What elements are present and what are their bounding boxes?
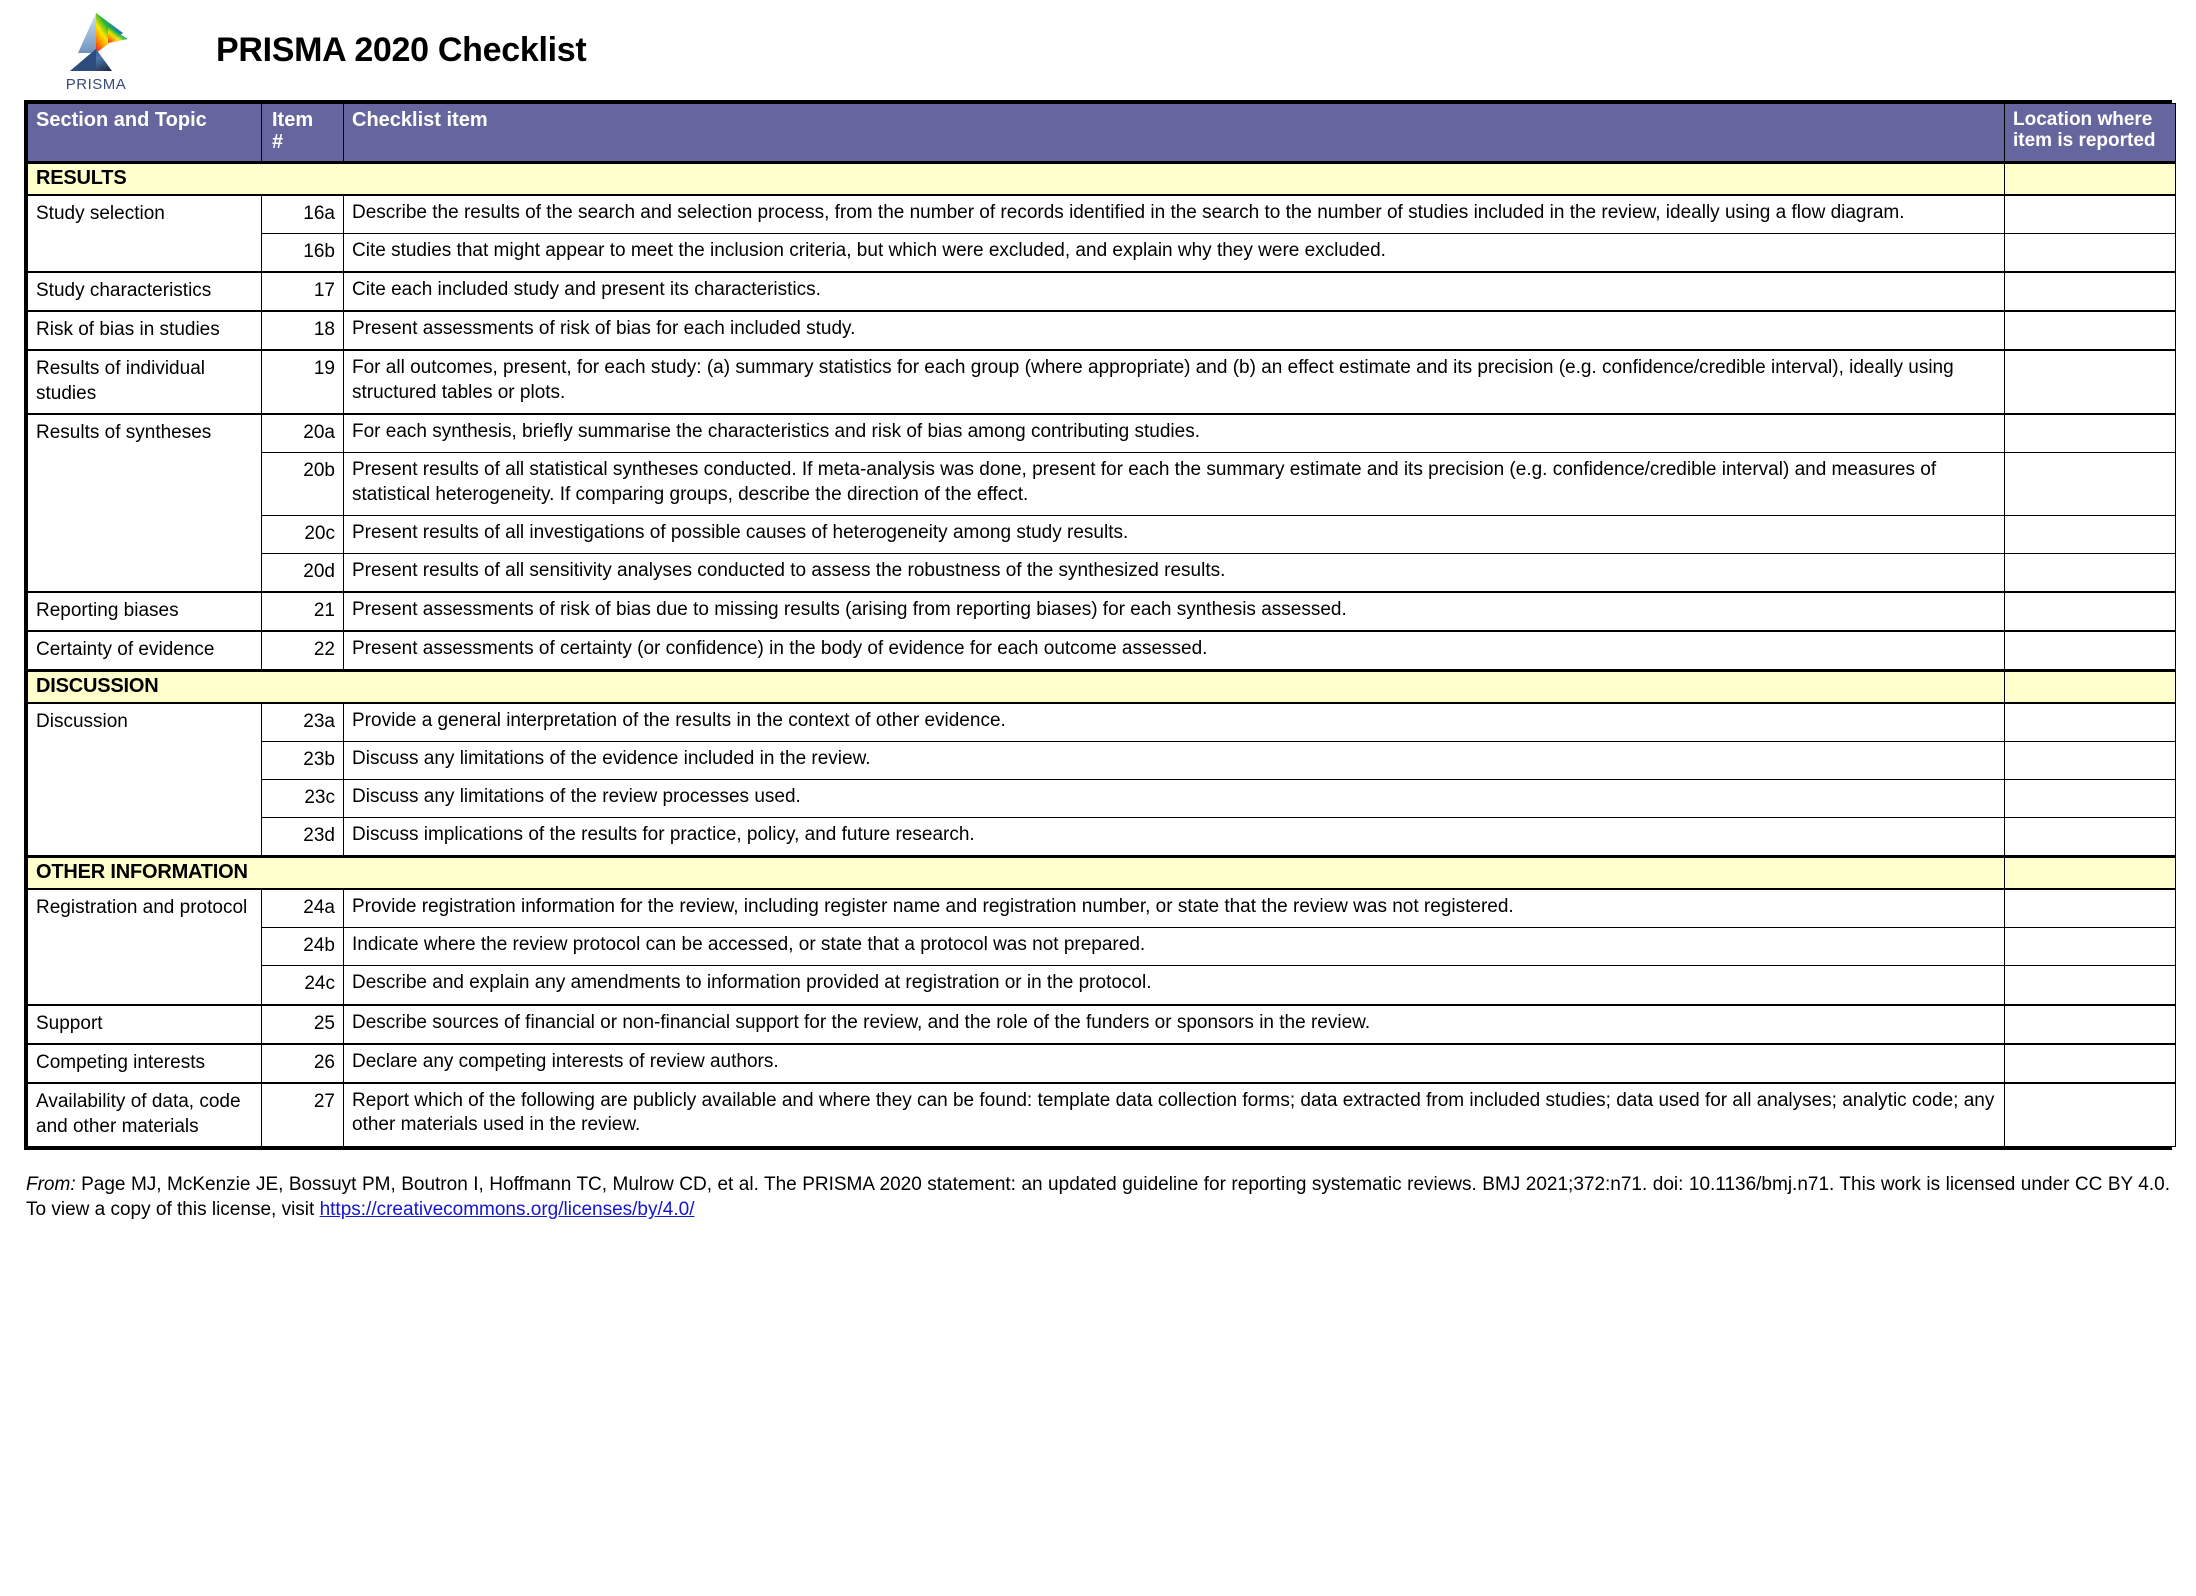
section-topic-cell: Study selection <box>28 195 262 272</box>
item-number-cell: 16a <box>262 195 344 234</box>
location-reported-cell[interactable] <box>2005 350 2176 414</box>
location-reported-cell[interactable] <box>2005 233 2176 272</box>
section-header-label: OTHER INFORMATION <box>28 857 2005 890</box>
prisma-logo <box>56 9 136 95</box>
section-topic-cell: Competing interests <box>28 1044 262 1083</box>
table-row <box>28 311 2176 350</box>
table-row <box>28 1083 2176 1147</box>
checklist-item-text-cell: Declare any competing interests of review authors. <box>344 1044 2005 1083</box>
checklist-item-text-cell: Describe and explain any amendments to information provided at registration or in the protocol. <box>344 966 2005 1005</box>
table-row <box>28 592 2176 631</box>
cc-license-link[interactable]: https://creativecommons.org/licenses/by/4.0/ <box>319 1199 695 1221</box>
section-topic-cell: Reporting biases <box>28 592 262 631</box>
table-row <box>28 703 2176 742</box>
item-number-cell: 20a <box>262 414 344 453</box>
location-reported-cell[interactable] <box>2005 453 2176 515</box>
table-row <box>28 818 2176 857</box>
item-number-cell: 20d <box>262 553 344 592</box>
location-reported-cell[interactable] <box>2005 818 2176 857</box>
checklist-item-text-cell: Discuss any limitations of the evidence included in the review. <box>344 742 2005 780</box>
column-header-item-line1: Item <box>272 109 314 131</box>
table-row <box>28 272 2176 311</box>
item-number-cell: 20b <box>262 453 344 515</box>
checklist-item-text-cell: Present results of all sensitivity analyses conducted to assess the robustness of the synthesized results. <box>344 553 2005 592</box>
column-header-item-line2: # <box>272 131 284 154</box>
checklist-item-text-cell: Present results of all investigations of possible causes of heterogeneity among study results. <box>344 515 2005 553</box>
item-number-cell: 23a <box>262 703 344 742</box>
location-reported-cell[interactable] <box>2005 1005 2176 1044</box>
item-number-cell: 16b <box>262 233 344 272</box>
table-header-row <box>28 104 2176 163</box>
checklist-item-text-cell: Provide a general interpretation of the results in the context of other evidence. <box>344 703 2005 742</box>
item-number-cell: 21 <box>262 592 344 631</box>
checklist-item-text-cell: Cite studies that might appear to meet the inclusion criteria, but which were excluded, and explain why they were excluded. <box>344 233 2005 272</box>
section-header-label: DISCUSSION <box>28 671 2005 704</box>
location-reported-cell[interactable] <box>2005 195 2176 234</box>
checklist-table-container <box>24 100 2172 1150</box>
item-number-cell: 26 <box>262 1044 344 1083</box>
location-reported-cell[interactable] <box>2005 515 2176 553</box>
section-header-location-cell[interactable] <box>2005 671 2176 704</box>
location-reported-cell[interactable] <box>2005 780 2176 818</box>
checklist-item-text-cell: Present assessments of risk of bias due to missing results (arising from reporting biases) for each synthesis assessed. <box>344 592 2005 631</box>
prisma-logo-label: PRISMA <box>65 76 127 93</box>
location-reported-cell[interactable] <box>2005 1083 2176 1147</box>
prisma-prism-icon <box>56 9 136 79</box>
checklist-item-text-cell: Present assessments of certainty (or confidence) in the body of evidence for each outcome assessed. <box>344 631 2005 671</box>
table-row <box>28 889 2176 928</box>
table-row <box>28 966 2176 1005</box>
table-row <box>28 780 2176 818</box>
checklist-item-text-cell: Describe sources of financial or non-financial support for the review, and the role of the funders or sponsors in the review. <box>344 1005 2005 1044</box>
location-reported-cell[interactable] <box>2005 742 2176 780</box>
table-head <box>28 104 2176 163</box>
checklist-item-text-cell: Present results of all statistical syntheses conducted. If meta-analysis was done, present for each the summary estimate and its precision (e.g. confidence/credible interval) and measures of statistical heterogeneity. If comparing groups, describe the direction of the effect. <box>344 453 2005 515</box>
table-body <box>28 162 2176 1146</box>
section-topic-cell: Availability of data, code and other materials <box>28 1083 262 1147</box>
item-number-cell: 24b <box>262 928 344 966</box>
checklist-item-text-cell: Provide registration information for the review, including register name and registration number, or state that the review was not registered. <box>344 889 2005 928</box>
section-topic-cell: Registration and protocol <box>28 889 262 1004</box>
item-number-cell: 24c <box>262 966 344 1005</box>
item-number-cell: 23d <box>262 818 344 857</box>
footer-citation <box>26 1172 2170 1223</box>
checklist-item-text-cell: For all outcomes, present, for each study: (a) summary statistics for each group (where appropriate) and (b) an effect estimate and its precision (e.g. confidence/credible interval), ideally using structured tables or plots. <box>344 350 2005 414</box>
table-row <box>28 928 2176 966</box>
footer-citation-text: Page MJ, McKenzie JE, Bossuyt PM, Boutron I, Hoffmann TC, Mulrow CD, et al. The PRISMA 2020 statement: an updated guideline for reporting systematic reviews. BMJ 2021;372:n71. doi: 10.1136/bmj.n71. This work is licensed under CC BY 4.0. To view a copy of this license, visit <box>26 1173 2170 1221</box>
section-topic-cell: Support <box>28 1005 262 1044</box>
item-number-cell: 27 <box>262 1083 344 1147</box>
page-title: PRISMA 2020 Checklist <box>216 30 587 69</box>
section-header-row <box>28 857 2176 890</box>
item-number-cell: 19 <box>262 350 344 414</box>
item-number-cell: 25 <box>262 1005 344 1044</box>
column-header-checklist-item: Checklist item <box>344 104 2005 163</box>
location-reported-cell[interactable] <box>2005 553 2176 592</box>
location-reported-cell[interactable] <box>2005 631 2176 671</box>
column-header-section-and-topic: Section and Topic <box>28 104 262 163</box>
item-number-cell: 20c <box>262 515 344 553</box>
location-reported-cell[interactable] <box>2005 414 2176 453</box>
checklist-item-text-cell: Discuss any limitations of the review processes used. <box>344 780 2005 818</box>
section-topic-cell: Results of individual studies <box>28 350 262 414</box>
table-row <box>28 350 2176 414</box>
location-reported-cell[interactable] <box>2005 1044 2176 1083</box>
table-row <box>28 453 2176 515</box>
checklist-item-text-cell: Indicate where the review protocol can be accessed, or state that a protocol was not prepared. <box>344 928 2005 966</box>
location-reported-cell[interactable] <box>2005 928 2176 966</box>
item-number-cell: 23c <box>262 780 344 818</box>
section-topic-cell: Discussion <box>28 703 262 857</box>
section-topic-cell: Certainty of evidence <box>28 631 262 671</box>
checklist-item-text-cell: Report which of the following are publicly available and where they can be found: template data collection forms; data extracted from included studies; data used for all analyses; analytic code; any other materials used in the review. <box>344 1083 2005 1147</box>
location-reported-cell[interactable] <box>2005 966 2176 1005</box>
section-topic-cell: Study characteristics <box>28 272 262 311</box>
footer-from-label: From: <box>26 1173 76 1195</box>
column-header-location: Location where item is reported <box>2005 104 2176 163</box>
item-number-cell: 17 <box>262 272 344 311</box>
checklist-table <box>27 103 2176 1147</box>
table-row <box>28 631 2176 671</box>
table-row <box>28 233 2176 272</box>
section-header-label: RESULTS <box>28 162 2005 195</box>
checklist-item-text-cell: Discuss implications of the results for practice, policy, and future research. <box>344 818 2005 857</box>
checklist-item-text-cell: Present assessments of risk of bias for each included study. <box>344 311 2005 350</box>
section-topic-cell: Results of syntheses <box>28 414 262 592</box>
location-reported-cell[interactable] <box>2005 272 2176 311</box>
section-header-row <box>28 671 2176 704</box>
section-header-location-cell[interactable] <box>2005 857 2176 890</box>
column-header-item-number <box>262 104 344 163</box>
table-row <box>28 1044 2176 1083</box>
item-number-cell: 23b <box>262 742 344 780</box>
table-row <box>28 195 2176 234</box>
section-header-row <box>28 162 2176 195</box>
checklist-item-text-cell: Cite each included study and present its characteristics. <box>344 272 2005 311</box>
location-reported-cell[interactable] <box>2005 889 2176 928</box>
item-number-cell: 22 <box>262 631 344 671</box>
section-topic-cell: Risk of bias in studies <box>28 311 262 350</box>
table-row <box>28 742 2176 780</box>
checklist-item-text-cell: Describe the results of the search and selection process, from the number of records identified in the search to the number of studies included in the review, ideally using a flow diagram. <box>344 195 2005 234</box>
table-row <box>28 414 2176 453</box>
location-reported-cell[interactable] <box>2005 703 2176 742</box>
item-number-cell: 24a <box>262 889 344 928</box>
section-header-location-cell[interactable] <box>2005 162 2176 195</box>
table-row <box>28 553 2176 592</box>
table-row <box>28 1005 2176 1044</box>
table-row <box>28 515 2176 553</box>
location-reported-cell[interactable] <box>2005 592 2176 631</box>
document-header <box>0 0 2196 100</box>
location-reported-cell[interactable] <box>2005 311 2176 350</box>
item-number-cell: 18 <box>262 311 344 350</box>
checklist-item-text-cell: For each synthesis, briefly summarise the characteristics and risk of bias among contributing studies. <box>344 414 2005 453</box>
